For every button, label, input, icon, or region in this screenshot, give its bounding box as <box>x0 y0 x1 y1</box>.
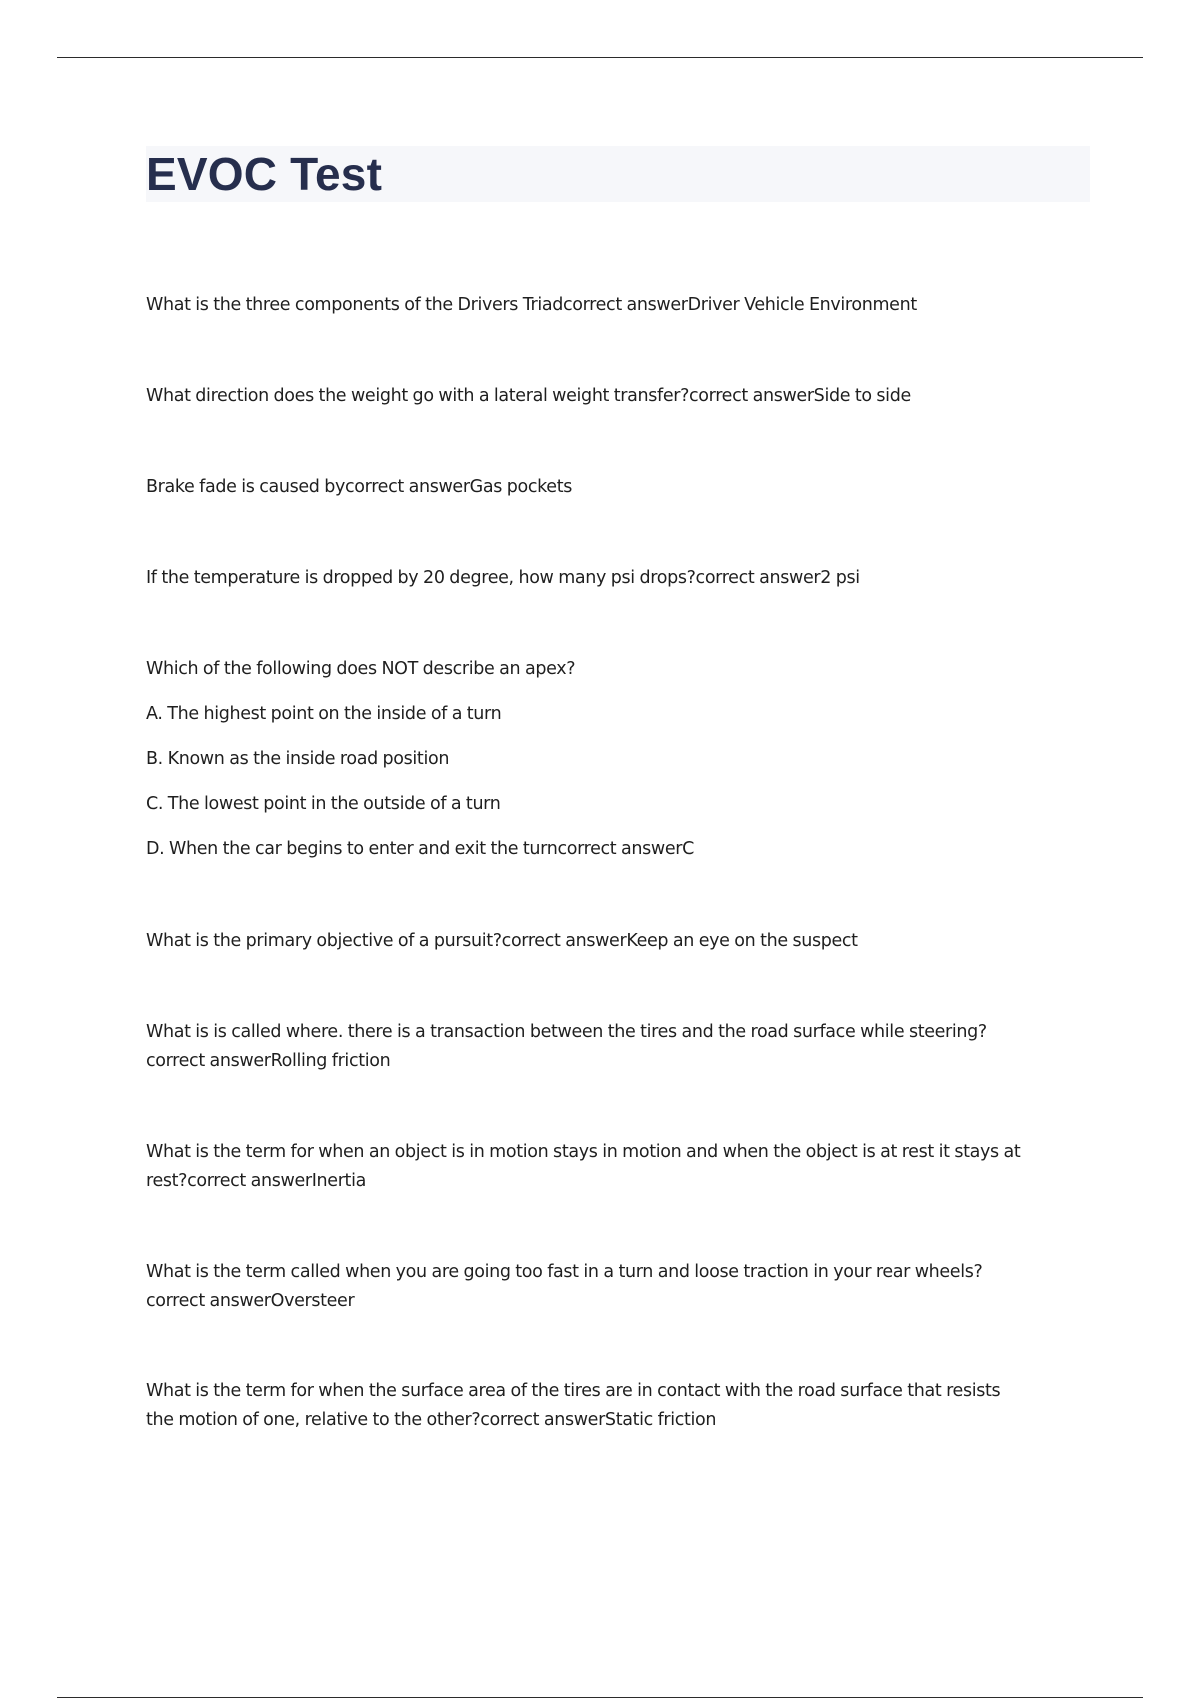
qa-text-line: rest?correct answerInertia <box>146 1171 366 1191</box>
qa-text: Brake fade is caused bycorrect answerGas pockets <box>146 477 572 497</box>
footer-rule <box>57 1697 1143 1698</box>
qa-text: What is the three components of the Drivers Triadcorrect answerDriver Vehicle Environment <box>146 295 917 315</box>
qa-option-d: D. When the car begins to enter and exit the turncorrect answerC <box>146 839 694 859</box>
qa-item <box>146 1018 1091 1076</box>
qa-option-b: B. Known as the inside road position <box>146 749 450 769</box>
qa-item <box>146 1138 1091 1196</box>
qa-text: What is the primary objective of a pursuit?correct answerKeep an eye on the suspect <box>146 931 858 951</box>
qa-item-multiple-choice <box>146 655 1091 864</box>
qa-item <box>146 564 1091 593</box>
qa-text-line: the motion of one, relative to the other?correct answerStatic friction <box>146 1410 717 1430</box>
qa-text: If the temperature is dropped by 20 degree, how many psi drops?correct answer2 psi <box>146 568 860 588</box>
qa-text-line: What is the term called when you are going too fast in a turn and loose traction in your rear wheels? <box>146 1262 983 1282</box>
qa-text-line: What is the term for when an object is in motion stays in motion and when the object is at rest it stays at <box>146 1142 1021 1162</box>
qa-text-line: correct answerRolling friction <box>146 1051 391 1071</box>
qa-item <box>146 1258 1091 1316</box>
qa-item <box>146 473 1091 502</box>
qa-item <box>146 1377 1091 1435</box>
qa-option-a: A. The highest point on the inside of a turn <box>146 704 502 724</box>
document-title: EVOC Test <box>146 148 383 200</box>
qa-item <box>146 382 1091 411</box>
qa-item <box>146 927 1091 956</box>
qa-text-line: correct answerOversteer <box>146 1291 355 1311</box>
qa-item <box>146 291 1091 320</box>
qa-text-line: What is the term for when the surface area of the tires are in contact with the road surface that resists <box>146 1381 1001 1401</box>
qa-question: Which of the following does NOT describe an apex? <box>146 659 576 679</box>
header-rule <box>57 57 1143 58</box>
qa-text-line: What is is called where. there is a transaction between the tires and the road surface while steering? <box>146 1022 987 1042</box>
qa-text: What direction does the weight go with a lateral weight transfer?correct answerSide to side <box>146 386 911 406</box>
qa-option-c: C. The lowest point in the outside of a turn <box>146 794 501 814</box>
